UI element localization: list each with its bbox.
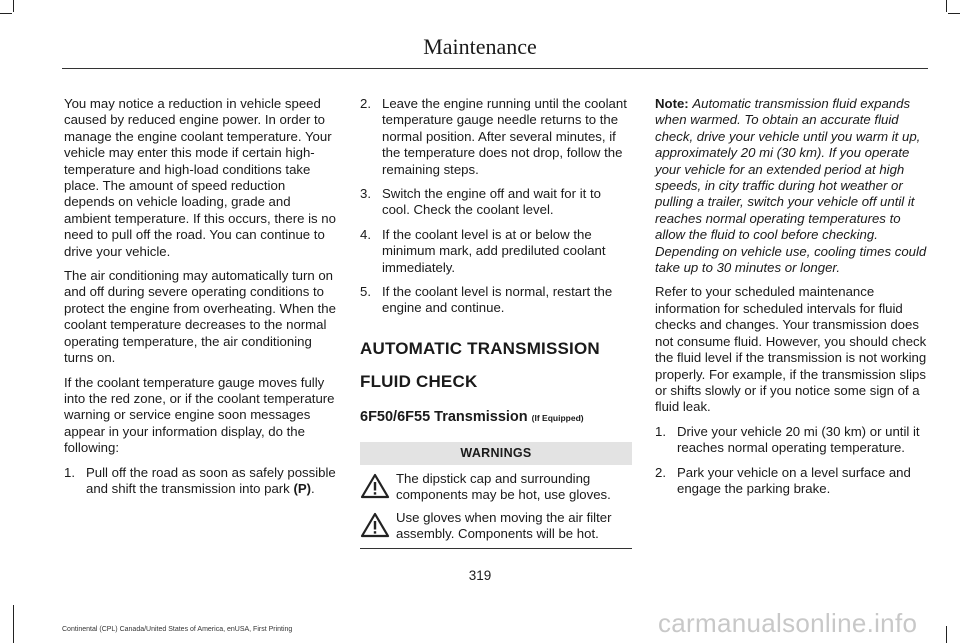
column-2 bbox=[360, 96, 632, 549]
page-number: 319 bbox=[468, 568, 492, 583]
step-text: Drive your vehicle 20 mi (30 km) or until it reaches normal operating temperature. bbox=[677, 423, 920, 456]
list-item bbox=[360, 227, 632, 276]
step-text: Switch the engine off and wait for it to cool. Check the coolant level. bbox=[382, 186, 601, 218]
warning-item bbox=[360, 471, 632, 504]
warnings-box bbox=[360, 442, 632, 549]
header-divider bbox=[62, 68, 928, 69]
step-text: Leave the engine running until the coolant temperature gauge needle returns to the normal position. After several minutes, if the temperature does not drop, follow the remaining steps. bbox=[382, 96, 627, 177]
step-text: Pull off the road as soon as safely possible and shift the transmission into park bbox=[86, 464, 336, 496]
step-number: 5. bbox=[360, 284, 371, 300]
section-heading bbox=[360, 337, 632, 393]
warnings-title: WARNINGS bbox=[360, 442, 632, 464]
step-number: 1. bbox=[655, 423, 666, 439]
crop-mark-top-right-v bbox=[946, 0, 947, 12]
step-period: . bbox=[311, 480, 315, 496]
sub-heading-text: 6F50/6F55 Transmission bbox=[360, 408, 528, 425]
warnings-bottom-rule bbox=[360, 548, 632, 549]
step-park-symbol: (P) bbox=[293, 480, 312, 496]
paragraph-reduced-speed: You may notice a reduction in vehicle speed caused by reduced engine power. In order to manage the engine coolant temperature. Your vehicle may enter this mode if certain high-temperature and high-load conditions take place. The amount of speed reduction depends on vehicle loading, grade and ambient temperature. If this occurs, there is no need to pull off the road. You can continue to drive your vehicle. bbox=[64, 96, 336, 259]
list-item bbox=[360, 186, 632, 219]
step-number: 2. bbox=[360, 96, 371, 111]
warning-text: The dipstick cap and surrounding components may be hot, use gloves. bbox=[396, 470, 611, 503]
coolant-steps-list-start bbox=[64, 465, 336, 498]
column-1 bbox=[64, 96, 336, 505]
warning-item bbox=[360, 510, 632, 543]
watermark-logo: carmanualsonline.info bbox=[658, 608, 918, 638]
note-label: Note: bbox=[655, 96, 689, 111]
paragraph-scheduled-maintenance: Refer to your scheduled maintenance information for scheduled intervals for fluid checks and changes. Your transmission does not consume fluid. However, you should check the fluid level if the transmission is not working properly. For example, if the transmission slips or shifts slowly or if you notice some sign of a fluid leak. bbox=[655, 284, 927, 415]
step-number: 4. bbox=[360, 226, 371, 242]
step-text: Park your vehicle on a level surface and engage the parking brake. bbox=[677, 464, 911, 496]
list-item bbox=[655, 465, 927, 498]
section-heading-line-2: FLUID CHECK bbox=[360, 371, 478, 391]
footer-printing-info: Continental (CPL) Canada/United States of America, enUSA, First Printing bbox=[62, 626, 293, 633]
column-3 bbox=[655, 96, 927, 505]
fluid-check-steps-list bbox=[655, 424, 927, 498]
step-number: 1. bbox=[64, 464, 75, 480]
warning-text: Use gloves when moving the air filter assembly. Components will be hot. bbox=[396, 509, 612, 541]
crop-mark-bottom-right-v bbox=[946, 626, 947, 643]
crop-mark-top-left-v bbox=[13, 0, 14, 12]
crop-mark-top-right-h bbox=[948, 13, 960, 14]
list-item bbox=[64, 465, 336, 498]
paragraph-coolant-gauge: If the coolant temperature gauge moves fully into the red zone, or if the coolant temperature warning or service engine soon messages appear in your information display, do the following: bbox=[64, 374, 335, 456]
warning-triangle-icon bbox=[360, 473, 390, 499]
sub-heading-qualifier: (If Equipped) bbox=[531, 412, 584, 423]
step-text: If the coolant level is at or below the minimum mark, add prediluted coolant immediately. bbox=[382, 226, 606, 275]
crop-mark-bottom-left-v bbox=[13, 605, 14, 643]
coolant-steps-list-continued bbox=[360, 96, 632, 317]
paragraph-air-conditioning: The air conditioning may automatically turn on and off during severe operating conditions to protect the engine from overheating. When the coolant temperature decreases to the normal operating temperature, the air conditioning turns on. bbox=[64, 268, 336, 366]
list-item bbox=[360, 284, 632, 317]
page-header-title: Maintenance bbox=[423, 34, 537, 59]
note-paragraph bbox=[655, 96, 927, 276]
step-text: If the coolant level is normal, restart the engine and continue. bbox=[382, 284, 613, 316]
list-item bbox=[655, 424, 927, 457]
crop-mark-top-left-h bbox=[0, 13, 12, 14]
warning-triangle-icon bbox=[360, 512, 390, 538]
note-text: Automatic transmission fluid expands when warmed. To obtain an accurate fluid check, drive your vehicle until you warm it up, approximately 20 mi (30 km). If you operate your vehicle for an extended period at high speeds, in city traffic during hot weather or pulling a trailer, switch your vehicle off until it reaches normal operating temperatures to allow the fluid to cool before checking. Depending on vehicle use, cooling times could take up to 30 minutes or longer. bbox=[655, 96, 927, 276]
step-number: 2. bbox=[655, 464, 666, 480]
transmission-sub-heading bbox=[360, 409, 632, 426]
list-item bbox=[360, 96, 632, 178]
section-heading-line-1: AUTOMATIC TRANSMISSION bbox=[360, 338, 600, 358]
step-number: 3. bbox=[360, 186, 371, 202]
